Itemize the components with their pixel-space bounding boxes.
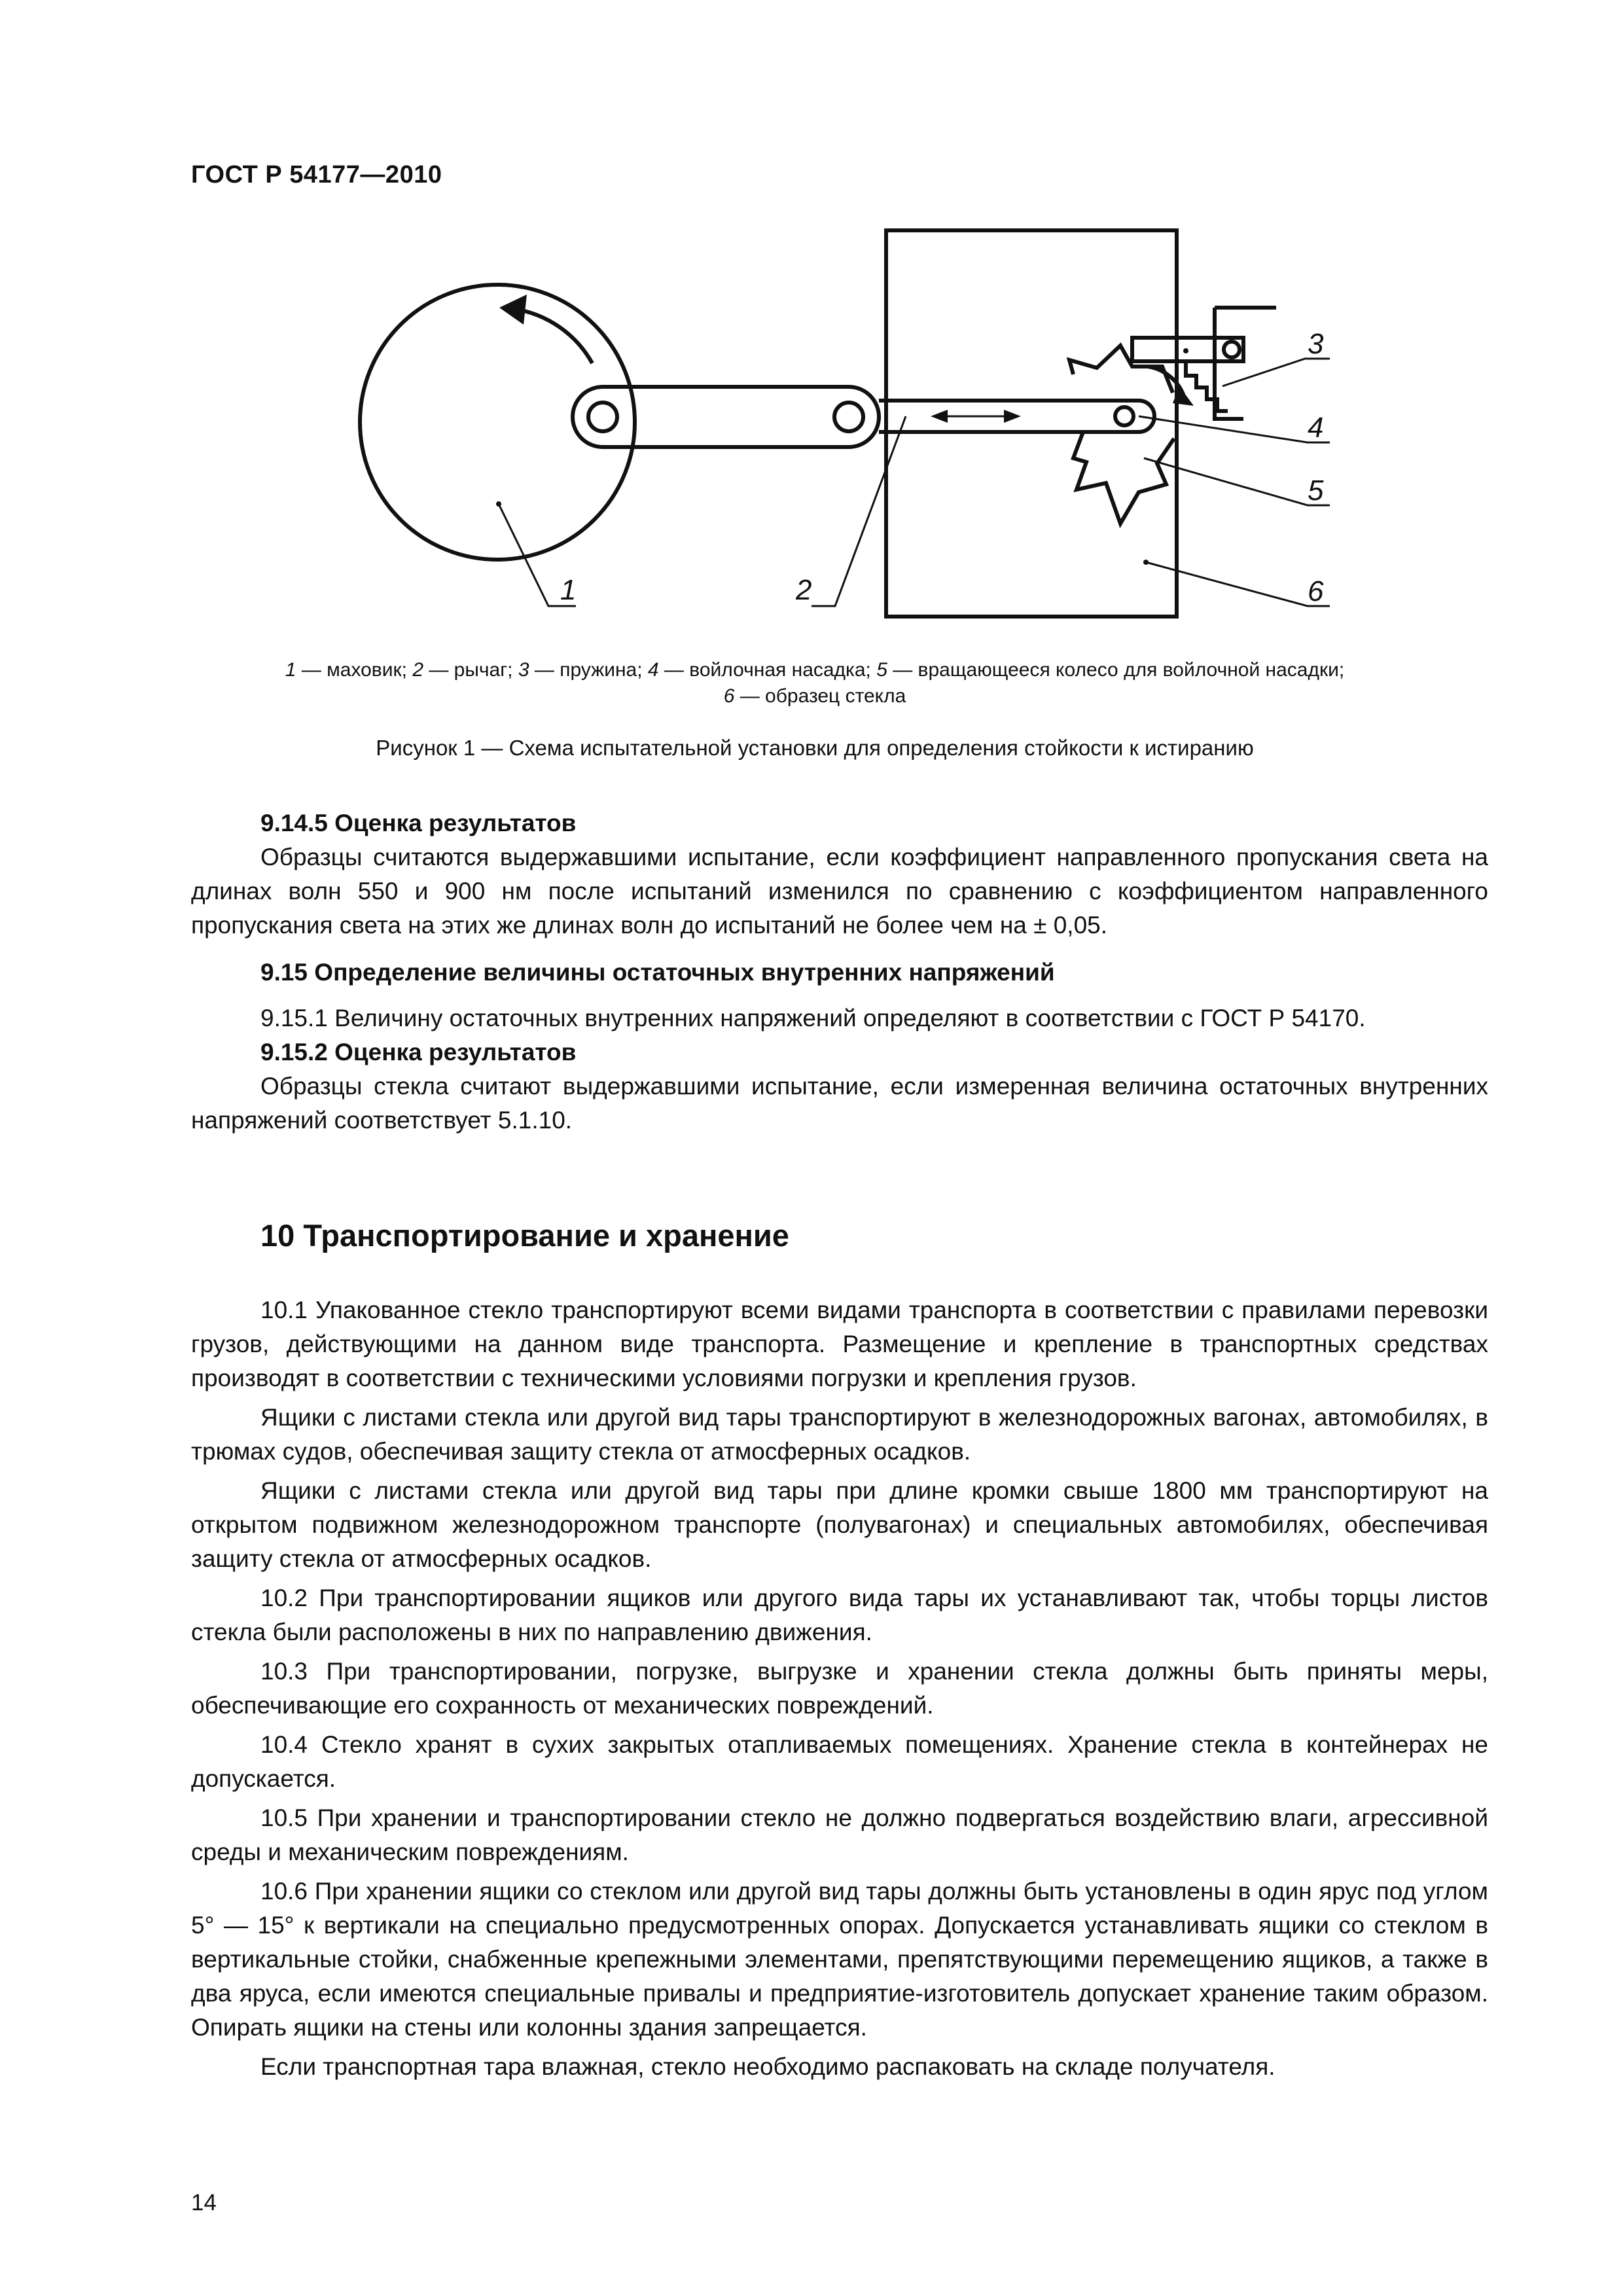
section-9-14-5	[191, 806, 1488, 942]
legend-num-4: 4	[647, 659, 659, 681]
heading-section-10: 10 Транспортирование и хранение	[260, 1218, 789, 1253]
paragraph-10-1-long-edge: Ящики с листами стекла или другой вид тары при длине кромки свыше 1800 мм транспортируют на открытом подвижном железнодорожном транспорте (полувагонах) и специальных автомобилях, обеспечивая защиту стекла от атмосферных осадков.	[191, 1477, 1488, 1572]
legend-text-1: — маховик;	[296, 659, 413, 681]
heading-9-14-5: 9.14.5 Оценка результатов	[260, 810, 577, 836]
lever-pivot-right	[834, 403, 863, 431]
section-10-text	[191, 1293, 1488, 2084]
callout-2: 2	[796, 574, 812, 606]
legend-text-2: — рычаг;	[423, 659, 518, 681]
paragraph-10-3: 10.3 При транспортировании, погрузке, выгрузке и хранении стекла должны быть приняты меры, обеспечивающие его сохранность от механических повреждений.	[191, 1658, 1488, 1719]
section-9-15-1	[191, 1001, 1488, 1138]
flywheel-arrowhead	[499, 295, 527, 325]
paragraph-10-5: 10.5 При хранении и транспортировании стекло не должно подвергаться воздействию влаги, агрессивной среды и механическим повреждениям.	[191, 1804, 1488, 1865]
legend-text-6: — образец стекла	[734, 685, 906, 707]
rotation-arrow-flywheel	[514, 309, 592, 363]
paragraph-9-14-5: Образцы считаются выдержавшими испытание, если коэффициент направленного пропускания света на длинах волн 550 и 900 нм после испытаний изменился по сравнению с коэффициентом направленного пропускания света на этих же длинах волн до испытаний не более чем на ± 0,05.	[191, 844, 1488, 939]
spring	[1186, 361, 1228, 411]
figure-legend	[164, 657, 1466, 709]
leader-6	[1146, 562, 1330, 606]
section-9-15	[191, 956, 1488, 990]
legend-num-3: 3	[518, 659, 529, 681]
callout-4: 4	[1308, 412, 1324, 444]
paragraph-10-6: 10.6 При хранении ящики со стеклом или другой вид тары должны быть установлены в один ярус под углом 5° — 15° к вертикали на специально предусмотренных опорах. Допускается устанавливать ящики со стеклом в вертикальные стойки, снабженные крепежными элементами, препятствующими перемещению ящиков, а также в два яруса, если имеются специальные привалы и предприятие-изготовитель допускает хранение таким образом. Опирать ящики на стены или колонны здания запрещается.	[191, 1878, 1488, 2041]
figure-caption: Рисунок 1 — Схема испытательной установки для определения стойкости к истиранию	[376, 736, 1254, 760]
legend-text-4: — войлочная насадка;	[658, 659, 877, 681]
legend-num-2: 2	[412, 659, 423, 681]
page-number: 14	[191, 2190, 217, 2215]
rotating-wheel	[1069, 346, 1174, 524]
lever-pivot-left	[588, 403, 617, 431]
legend-num-1: 1	[285, 659, 296, 681]
legend-num-5: 5	[876, 659, 887, 681]
heading-9-15: 9.15 Определение величины остаточных внутренних напряжений	[260, 959, 1055, 986]
paragraph-10-6-wet: Если транспортная тара влажная, стекло необходимо распаковать на складе получателя.	[260, 2053, 1275, 2080]
test-rig-diagram	[0, 216, 1623, 687]
callout-1: 1	[560, 574, 577, 606]
felt-holder-pin	[1224, 342, 1240, 357]
paragraph-9-15-1: 9.15.1 Величину остаточных внутренних напряжений определяют в соответствии с ГОСТ Р 54170.	[260, 1005, 1366, 1031]
paragraph-10-4: 10.4 Стекло хранят в сухих закрытых отапливаемых помещениях. Хранение стекла в контейнерах не допускается.	[191, 1731, 1488, 1792]
glass-sample	[886, 230, 1177, 617]
heading-9-15-2: 9.15.2 Оценка результатов	[260, 1039, 577, 1066]
paragraph-10-1: 10.1 Упакованное стекло транспортируют всеми видами транспорта в соответствии с правилами перевозки грузов, действующими на данном виде транспорта. Размещение и крепление в транспортных средствах производят в соответствии с техническими условиями погрузки и крепления грузов.	[191, 1297, 1488, 1391]
legend-text-5: — вращающееся колесо для войлочной насадки;	[887, 659, 1345, 681]
rod-end-pin	[1115, 407, 1133, 425]
flywheel	[360, 285, 635, 560]
paragraph-10-2: 10.2 При транспортировании ящиков или другого вида тары их устанавливают так, чтобы торцы листов стекла были расположены в них по направлению движения.	[191, 1585, 1488, 1645]
document-header: ГОСТ Р 54177—2010	[191, 161, 442, 188]
legend-text-3: — пружина;	[529, 659, 648, 681]
callout-6: 6	[1308, 575, 1324, 607]
legend-num-6: 6	[723, 685, 735, 707]
callout-5: 5	[1308, 475, 1324, 507]
leader-5	[1144, 458, 1330, 505]
section-10-heading	[191, 1216, 1488, 1255]
paragraph-9-15-2: Образцы стекла считают выдержавшими испытание, если измеренная величина остаточных внутренних напряжений соответствует 5.1.10.	[191, 1073, 1488, 1134]
paragraph-10-1-boxes: Ящики с листами стекла или другой вид тары транспортируют в железнодорожных вагонах, автомобилях, в трюмах судов, обеспечивая защиту стекла от атмосферных осадков.	[191, 1404, 1488, 1465]
callout-3: 3	[1308, 328, 1324, 360]
